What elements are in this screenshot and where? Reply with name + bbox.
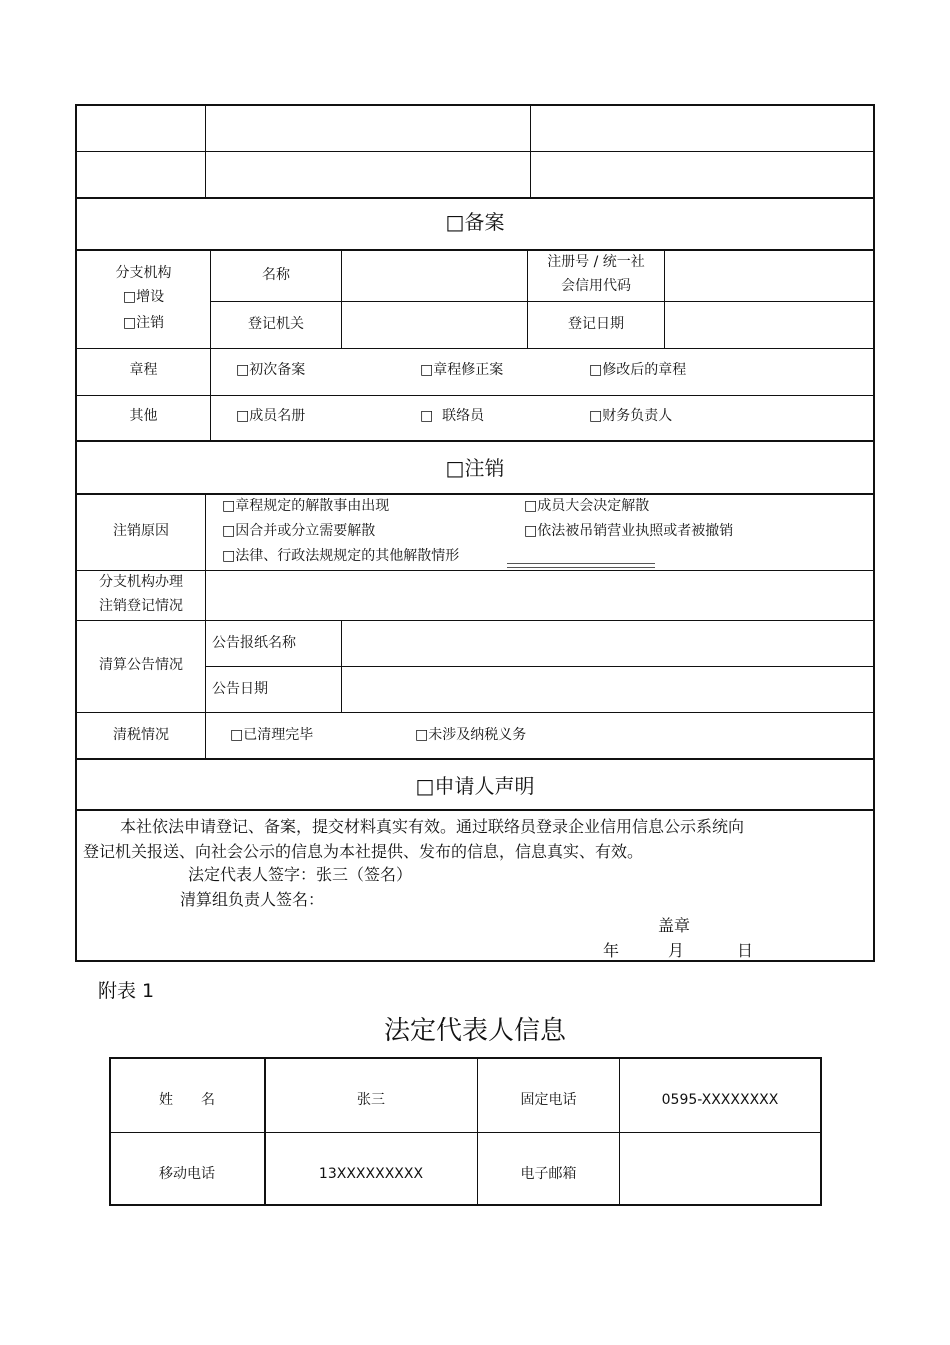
email-label: 电子邮箱 xyxy=(520,1166,577,1182)
branch-add-checkbox[interactable]: □增设 xyxy=(122,289,165,305)
branch-label: 分支机构 xyxy=(115,265,172,281)
tax-clearance-label: 清税情况 xyxy=(113,727,169,743)
landline-value[interactable]: 0595-XXXXXXXX xyxy=(661,1092,779,1108)
registration-number-label-line2: 会信用代码 xyxy=(561,278,631,294)
charter-revised-checkbox[interactable]: □修改后的章程 xyxy=(589,362,687,378)
deregistration-section-header[interactable]: □注销 xyxy=(445,456,505,480)
blank-cell[interactable] xyxy=(77,106,204,150)
legal-rep-info-title: 法定代表人信息 xyxy=(383,1016,566,1046)
other-label: 其他 xyxy=(129,408,158,424)
blank-cell[interactable] xyxy=(207,106,529,150)
registration-date-field[interactable] xyxy=(666,303,872,347)
registration-authority-label: 登记机关 xyxy=(248,316,304,332)
charter-label: 章程 xyxy=(129,362,158,378)
liquidation-leader-signature[interactable]: 清算组负责人签名： xyxy=(180,890,325,909)
branch-deregistration-label-line1: 分支机构办理 xyxy=(99,574,183,590)
email-value[interactable] xyxy=(620,1134,820,1204)
branch-name-label: 名称 xyxy=(262,267,290,283)
name-value[interactable]: 张三 xyxy=(357,1092,385,1108)
member-roster-checkbox[interactable]: □成员名册 xyxy=(236,408,306,424)
date-month-label: 月 xyxy=(668,941,685,960)
double-underline xyxy=(507,563,655,568)
charter-amendment-checkbox[interactable]: □章程修正案 xyxy=(420,362,504,378)
registration-number-label-line1: 注册号 / 统一社 xyxy=(547,254,645,270)
liquidation-notice-label: 清算公告情况 xyxy=(99,657,183,673)
newspaper-name-field[interactable] xyxy=(343,622,873,665)
reason-other-legal-checkbox[interactable]: □法律、行政法规规定的其他解散情形 xyxy=(222,548,460,564)
liaison-checkbox[interactable]: □ 联络员 xyxy=(420,408,485,424)
newspaper-name-label: 公告报纸名称 xyxy=(212,635,296,651)
registration-date-label: 登记日期 xyxy=(568,316,624,332)
name-label: 姓 名 xyxy=(159,1092,215,1108)
landline-label: 固定电话 xyxy=(520,1092,577,1108)
tax-cleared-checkbox[interactable]: □已清理完毕 xyxy=(230,727,314,743)
legal-representative-signature[interactable]: 法定代表人签字：张三（签名） xyxy=(188,865,413,884)
reason-assembly-dissolution-checkbox[interactable]: □成员大会决定解散 xyxy=(524,498,650,514)
seal-label: 盖章 xyxy=(658,916,691,935)
charter-initial-checkbox[interactable]: □初次备案 xyxy=(236,362,306,378)
reason-charter-dissolution-checkbox[interactable]: □章程规定的解散事由出现 xyxy=(222,498,390,514)
branch-name-field[interactable] xyxy=(343,252,525,300)
declaration-section-header[interactable]: □申请人声明 xyxy=(415,774,535,798)
blank-cell[interactable] xyxy=(207,153,529,196)
finance-officer-checkbox[interactable]: □财务负责人 xyxy=(589,408,673,424)
date-year-label: 年 xyxy=(603,941,620,960)
notice-date-label: 公告日期 xyxy=(212,681,268,697)
declaration-text-line1: 本社依法申请登记、备案，提交材料真实有效。通过联络员登录企业信用信息公示系统向 xyxy=(120,817,745,836)
branch-deregistration-field[interactable] xyxy=(207,572,873,619)
date-day-label: 日 xyxy=(737,941,754,960)
mobile-value[interactable]: 13XXXXXXXXX xyxy=(318,1166,424,1182)
blank-cell[interactable] xyxy=(532,106,872,150)
branch-cancel-checkbox[interactable]: □注销 xyxy=(122,315,165,331)
appendix-label: 附表 1 xyxy=(98,980,155,1002)
notice-date-field[interactable] xyxy=(343,668,873,711)
declaration-text-line2: 登记机关报送、向社会公示的信息为本社提供、发布的信息，信息真实、有效。 xyxy=(83,842,644,861)
registration-number-field[interactable] xyxy=(666,252,872,300)
reason-merger-split-checkbox[interactable]: □因合并或分立需要解散 xyxy=(222,523,376,539)
branch-deregistration-label-line2: 注销登记情况 xyxy=(99,598,183,614)
deregistration-reason-label: 注销原因 xyxy=(113,523,169,539)
reason-license-revoked-checkbox[interactable]: □依法被吊销营业执照或者被撤销 xyxy=(524,523,734,539)
registration-authority-field[interactable] xyxy=(343,303,525,347)
blank-cell[interactable] xyxy=(77,153,204,196)
blank-cell[interactable] xyxy=(532,153,872,196)
mobile-label: 移动电话 xyxy=(159,1166,215,1182)
no-tax-obligation-checkbox[interactable]: □未涉及纳税义务 xyxy=(415,727,527,743)
filing-section-header[interactable]: □备案 xyxy=(445,210,505,234)
